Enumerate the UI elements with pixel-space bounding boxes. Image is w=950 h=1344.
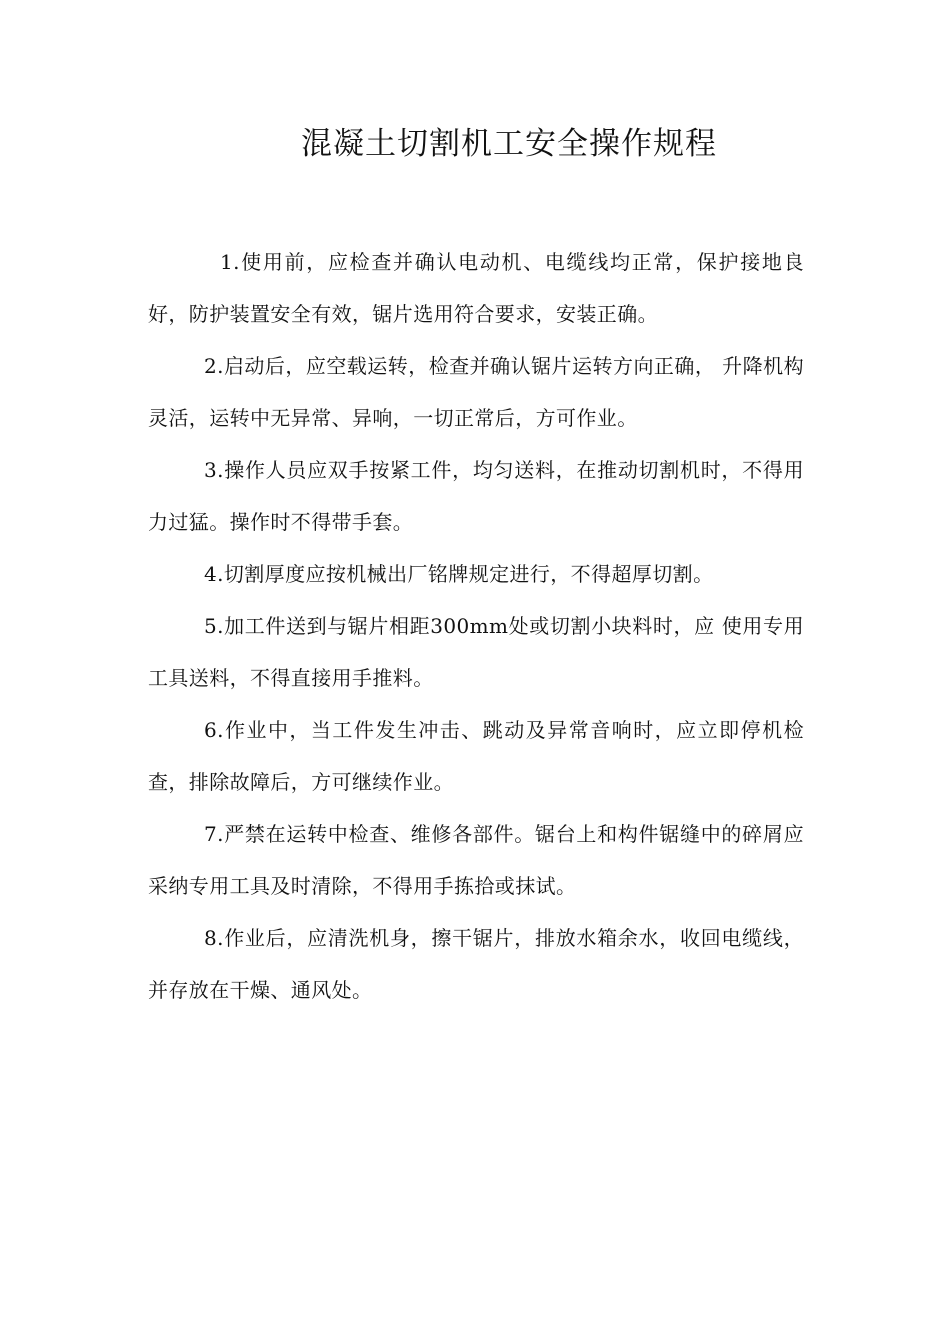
paragraph-6: 6.作业中，当工件发生冲击、跳动及异常音响时，应立即停机检查，排除故障后，方可继续作业。 <box>148 718 804 794</box>
paragraph-2: 2.启动后，应空载运转，检查并确认锯片运转方向正确， 升降机构灵活，运转中无异常、异响，一切正常后，方可作业。 <box>148 354 804 430</box>
paragraph-7: 7.严禁在运转中检查、维修各部件。锯台上和构件锯缝中的碎屑应采纳专用工具及时清除，不得用手拣拾或抹试。 <box>148 822 804 898</box>
document-body <box>148 236 804 1016</box>
paragraph-5: 5.加工件送到与锯片相距300mm处或切割小块料时，应 使用专用工具送料，不得直接用手推料。 <box>148 614 804 690</box>
paragraph-3: 3.操作人员应双手按紧工件，均匀送料，在推动切割机时，不得用力过猛。操作时不得带手套。 <box>148 458 804 534</box>
paragraph-4: 4.切割厚度应按机械出厂铭牌规定进行，不得超厚切割。 <box>204 562 714 586</box>
document-title: 混凝土切割机工安全操作规程 <box>301 126 717 162</box>
paragraph-1: 1.使用前，应检查并确认电动机、电缆线均正常，保护接地良好，防护装置安全有效，锯片选用符合要求，安装正确。 <box>148 250 804 326</box>
paragraph-8: 8.作业后，应清洗机身，擦干锯片，排放水箱余水，收回电缆线，并存放在干燥、通风处。 <box>148 926 804 1002</box>
